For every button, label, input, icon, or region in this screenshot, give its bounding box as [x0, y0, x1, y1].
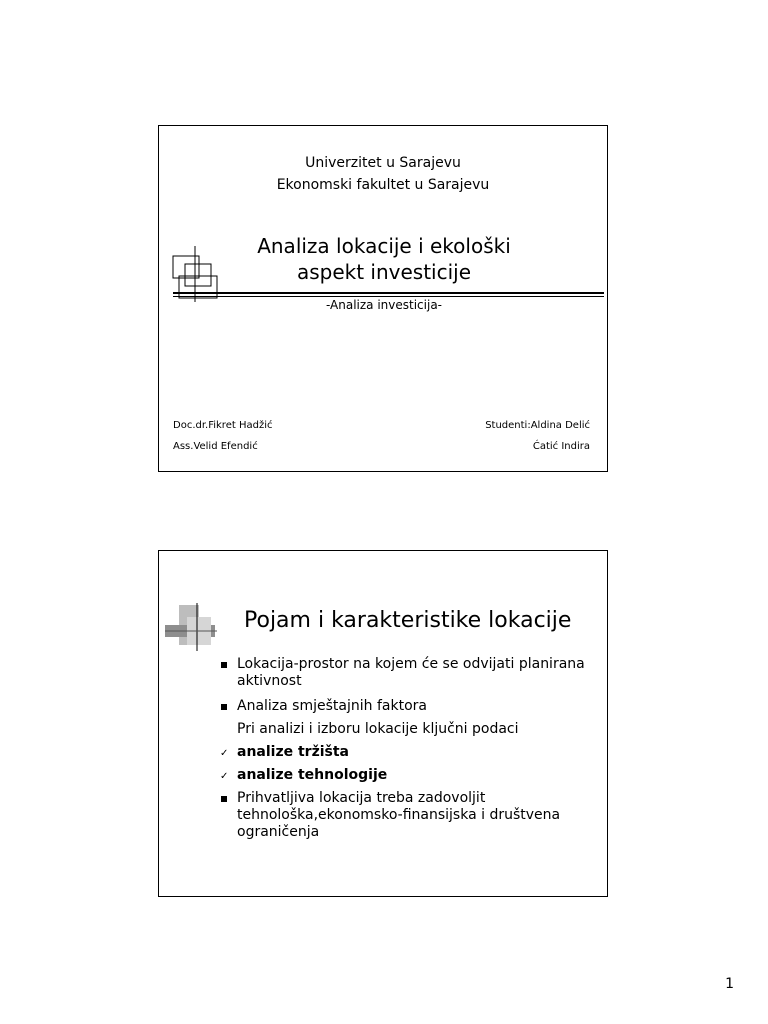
decorative-cross-icon — [165, 603, 225, 653]
title-line-2: aspekt investicije — [296, 260, 472, 284]
title-rule-thin — [173, 296, 604, 297]
list-item-text: analize tehnologije — [237, 767, 388, 783]
university-name: Univerzitet u Sarajevu — [305, 155, 461, 171]
students-label: Studenti:Aldina Delić — [485, 420, 590, 431]
title-line-1: Analiza lokacije i ekološki — [257, 234, 511, 258]
list-item-text: Prihvatljiva lokacija treba zadovoljit tehnološka,ekonomsko-finansijska i društvena ograničenja — [237, 790, 561, 840]
list-item — [217, 698, 597, 715]
slide-1 — [158, 125, 608, 472]
checkmark-icon: ✓ — [220, 748, 229, 759]
square-bullet-icon — [221, 796, 227, 802]
list-item-text: Pri analizi i izboru lokacije ključni podaci — [237, 721, 519, 737]
student-2-name: Ćatić Indira — [532, 441, 590, 452]
list-item-text: Lokacija-prostor na kojem će se odvijati planirana aktivnost — [237, 656, 585, 689]
list-item — [217, 790, 597, 841]
checkmark-icon: ✓ — [220, 771, 229, 782]
title-rule-thick — [173, 292, 604, 294]
page-number: 1 — [725, 976, 734, 992]
list-item — [217, 721, 597, 738]
assistant-name: Ass.Velid Efendić — [173, 441, 258, 452]
square-bullet-icon — [221, 704, 227, 710]
slide-title: Pojam i karakteristike lokacije — [244, 608, 572, 633]
list-item-text: analize tržišta — [237, 744, 349, 760]
square-bullet-icon — [221, 662, 227, 668]
list-item — [217, 767, 597, 784]
list-item-text: Analiza smještajnih faktora — [237, 698, 427, 714]
bullet-list — [217, 656, 597, 841]
slide-2 — [158, 550, 608, 897]
professor-name: Doc.dr.Fikret Hadžić — [173, 420, 273, 431]
presentation-subtitle: -Analiza investicija- — [325, 298, 443, 312]
list-item — [217, 744, 597, 761]
list-item — [217, 656, 597, 690]
faculty-name: Ekonomski fakultet u Sarajevu — [276, 177, 490, 193]
presentation-title — [159, 233, 609, 285]
